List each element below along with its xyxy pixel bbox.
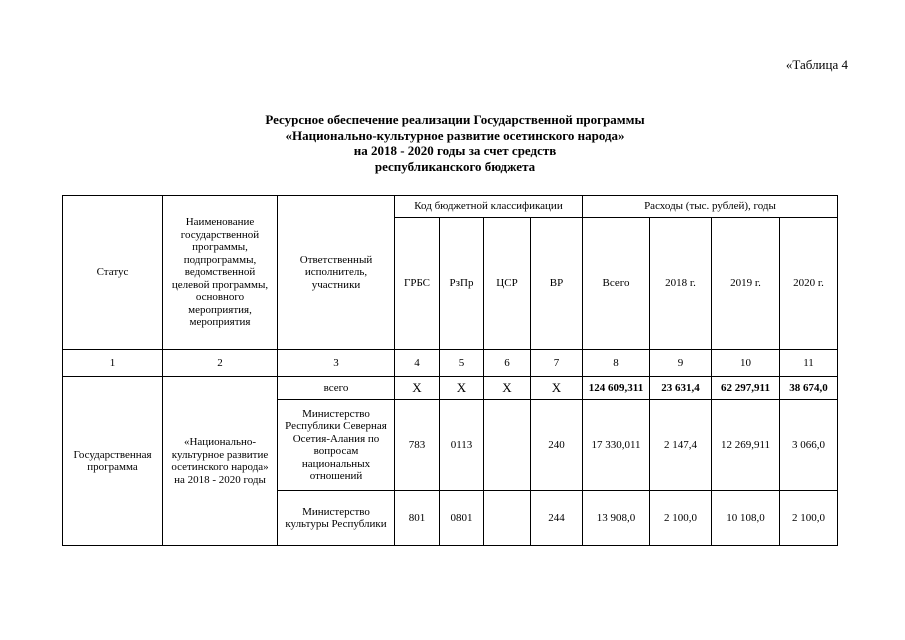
vr-cell: Х xyxy=(531,377,583,400)
header-expenses-group: Расходы (тыс. рублей), годы xyxy=(583,196,838,218)
header-vr: ВР xyxy=(531,218,583,350)
y2018-cell: 2 147,4 xyxy=(650,400,712,491)
column-number: 5 xyxy=(440,350,484,377)
y2020-cell: 3 066,0 xyxy=(780,400,838,491)
title-line: Ресурсное обеспечение реализации Государственной программы xyxy=(265,112,645,127)
column-number: 1 xyxy=(63,350,163,377)
vr-cell: 240 xyxy=(531,400,583,491)
budget-table xyxy=(62,195,838,546)
header-rzpr: РзПр xyxy=(440,218,484,350)
column-number: 8 xyxy=(583,350,650,377)
column-number: 4 xyxy=(395,350,440,377)
rzpr-cell: 0113 xyxy=(440,400,484,491)
y2019-cell: 10 108,0 xyxy=(712,491,780,546)
csr-cell xyxy=(484,400,531,491)
header-2019: 2019 г. xyxy=(712,218,780,350)
title-line: «Национально-культурное развитие осетинского народа» xyxy=(285,127,625,143)
vr-cell: 244 xyxy=(531,491,583,546)
grbs-cell: 783 xyxy=(395,400,440,491)
header-row xyxy=(63,196,838,218)
grbs-cell: Х xyxy=(395,377,440,400)
program-status-cell: Государственная программа xyxy=(63,377,163,546)
y2018-cell: 23 631,4 xyxy=(650,377,712,400)
column-number: 3 xyxy=(278,350,395,377)
y2019-cell: 12 269,911 xyxy=(712,400,780,491)
executor-cell: всего xyxy=(278,377,395,400)
grbs-cell: 801 xyxy=(395,491,440,546)
header-executor: Ответственный исполнитель, участники xyxy=(278,196,395,350)
y2020-cell: 38 674,0 xyxy=(780,377,838,400)
header-total: Всего xyxy=(583,218,650,350)
rzpr-cell: 0801 xyxy=(440,491,484,546)
header-csr: ЦСР xyxy=(484,218,531,350)
title-line: республиканского бюджета xyxy=(374,158,536,174)
rzpr-cell: Х xyxy=(440,377,484,400)
table-number-label: «Таблица 4 xyxy=(785,57,848,72)
csr-cell: Х xyxy=(484,377,531,400)
header-grbs: ГРБС xyxy=(395,218,440,350)
header-2018: 2018 г. xyxy=(650,218,712,350)
csr-cell xyxy=(484,491,531,546)
total-cell: 124 609,311 xyxy=(583,377,650,400)
executor-cell: Министерство Республики Северная Осетия-Алания по вопросам национальных отношений xyxy=(278,400,395,491)
total-cell: 17 330,011 xyxy=(583,400,650,491)
column-number: 11 xyxy=(780,350,838,377)
column-number-row xyxy=(63,350,838,377)
header-program-name: Наименование государственной программы, подпрограммы, ведомственной целевой программы, основного мероприятия, мероприятия xyxy=(163,196,278,350)
title-line: на 2018 - 2020 годы за счет средств xyxy=(353,143,557,158)
column-number: 6 xyxy=(484,350,531,377)
header-2020: 2020 г. xyxy=(780,218,838,350)
column-number: 10 xyxy=(712,350,780,377)
document-title xyxy=(150,112,760,174)
header-status: Статус xyxy=(63,196,163,350)
column-number: 9 xyxy=(650,350,712,377)
column-number: 7 xyxy=(531,350,583,377)
executor-cell: Министерство культуры Республики xyxy=(278,491,395,546)
table-row xyxy=(63,377,838,400)
y2018-cell: 2 100,0 xyxy=(650,491,712,546)
y2019-cell: 62 297,911 xyxy=(712,377,780,400)
y2020-cell: 2 100,0 xyxy=(780,491,838,546)
column-number: 2 xyxy=(163,350,278,377)
program-name-cell: «Национально-культурное развитие осетинского народа» на 2018 - 2020 годы xyxy=(163,377,278,546)
header-budget-code-group: Код бюджетной классификации xyxy=(395,196,583,218)
total-cell: 13 908,0 xyxy=(583,491,650,546)
